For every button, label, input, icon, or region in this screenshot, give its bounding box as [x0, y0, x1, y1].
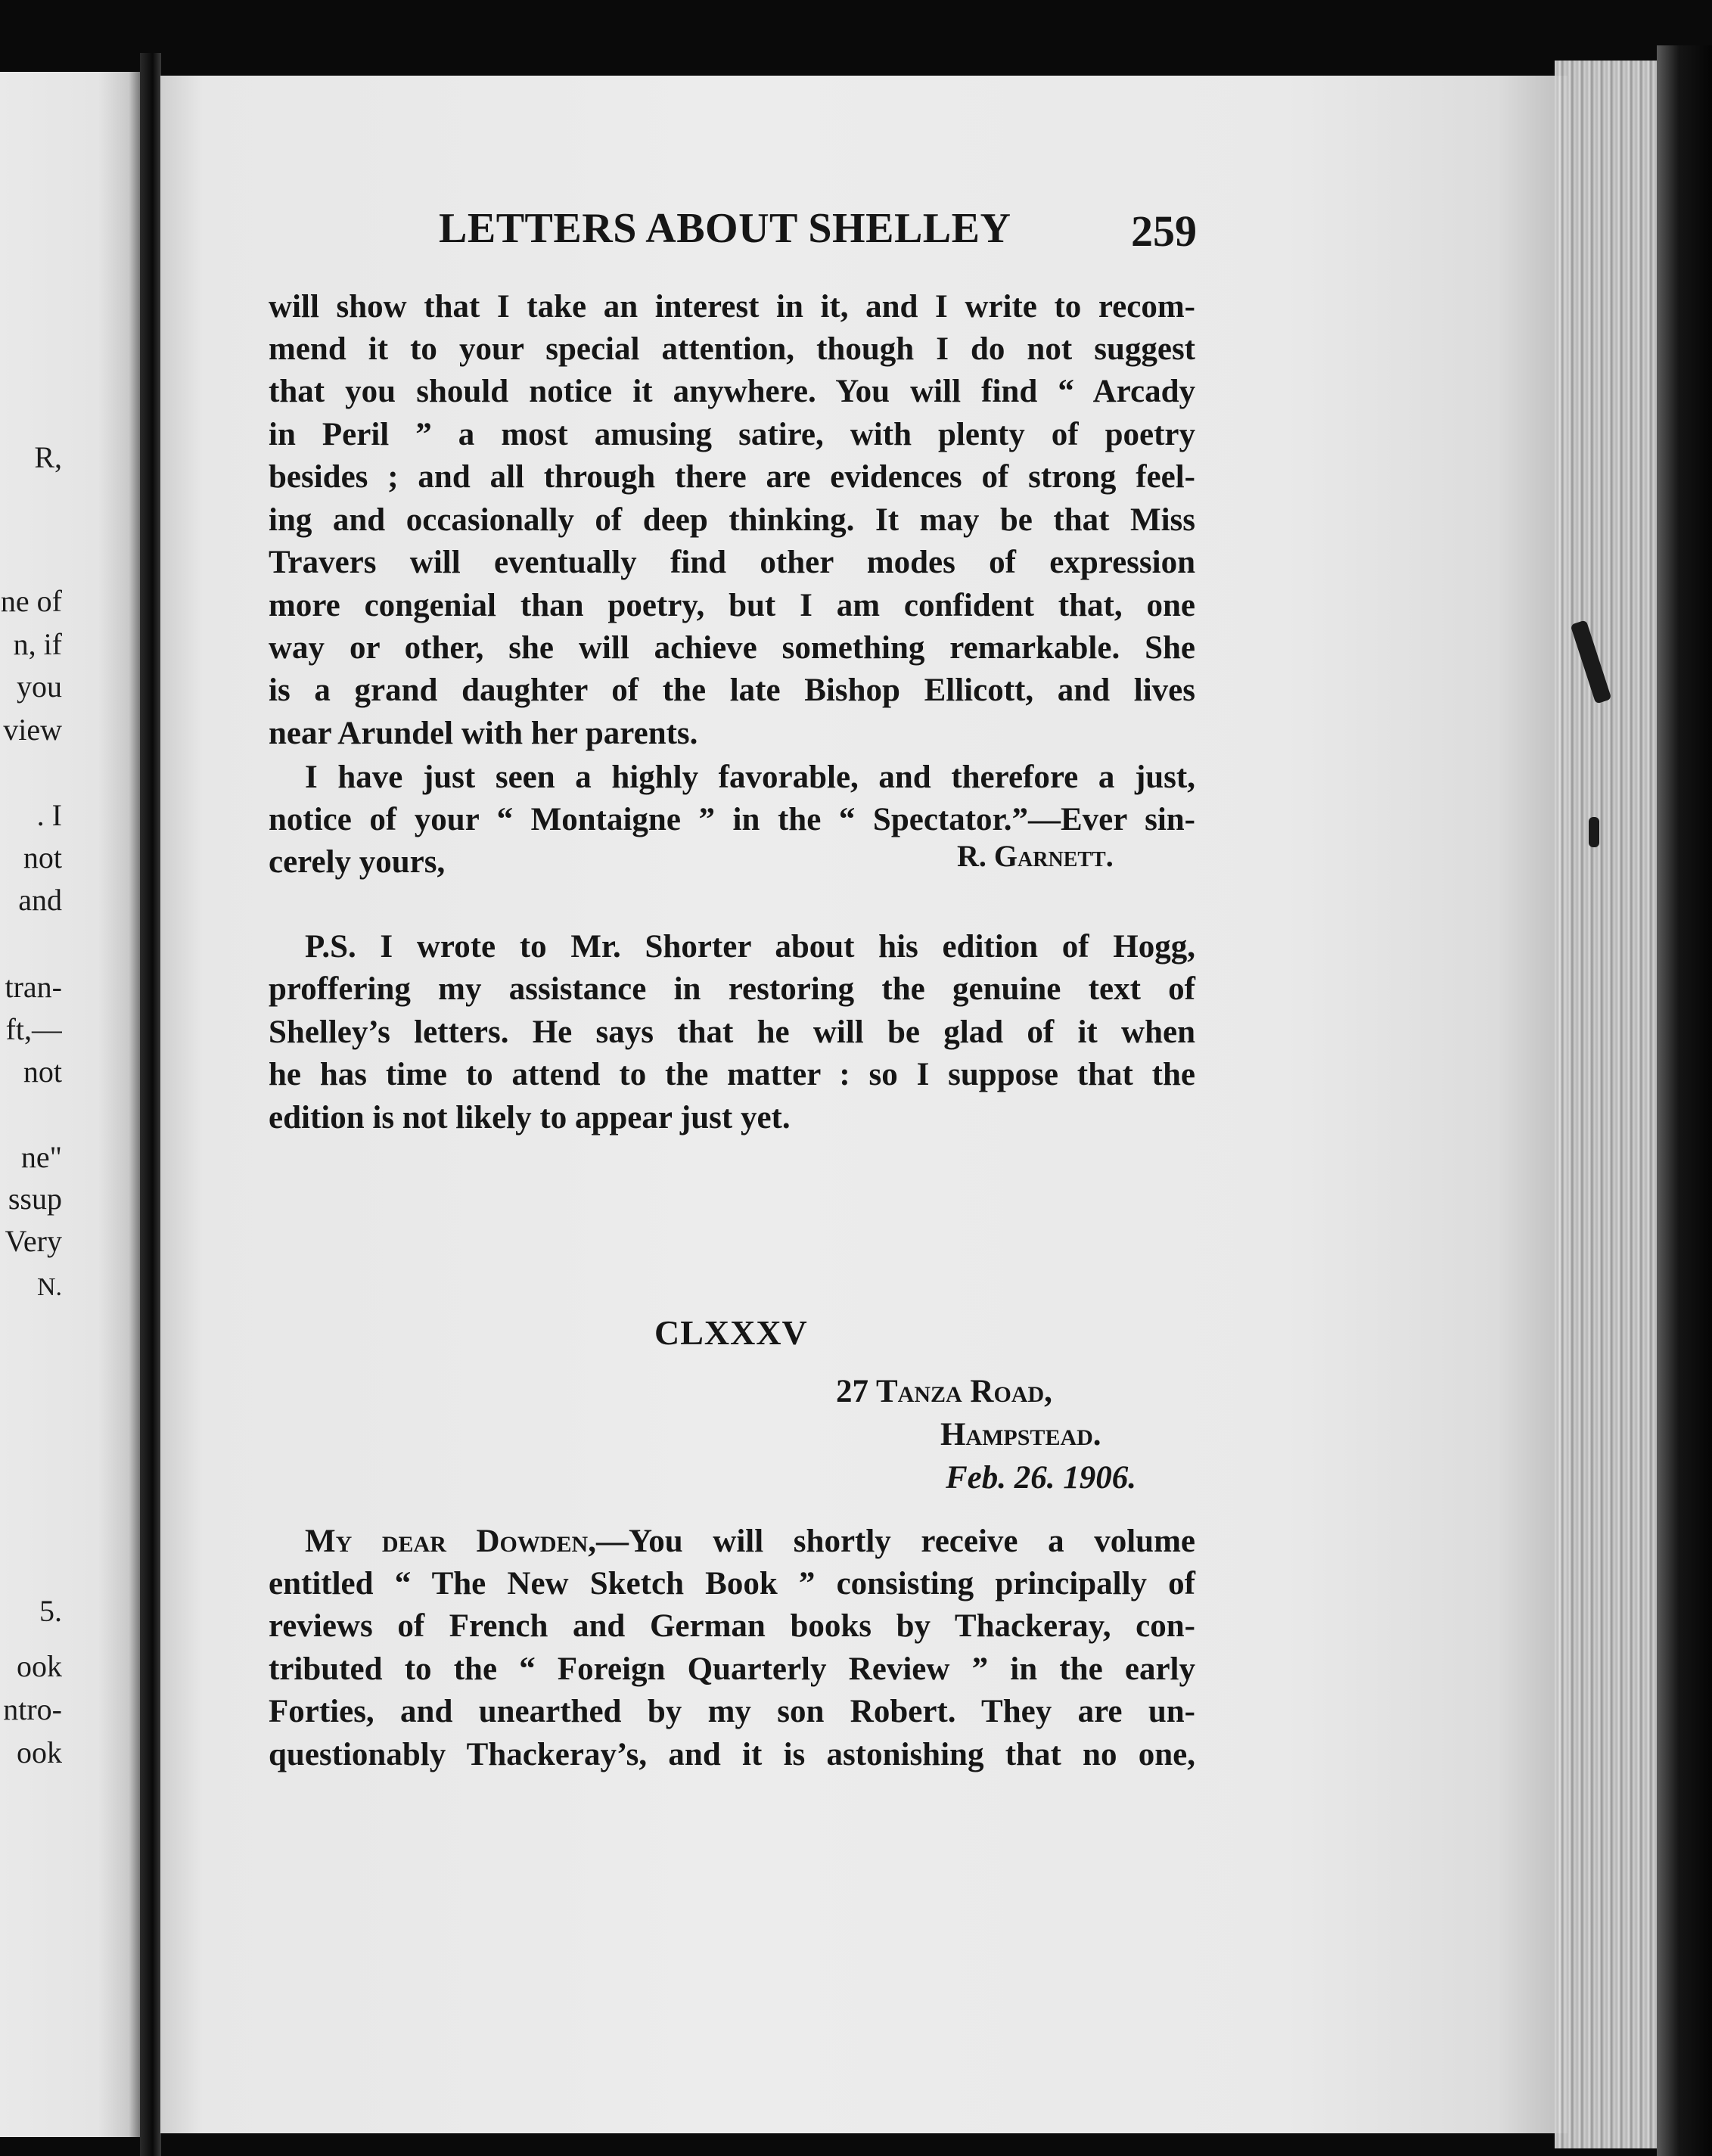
left-fragment: ssup — [8, 1182, 62, 1216]
letter-number: CLXXXV — [654, 1313, 808, 1352]
text-line: P.S. I wrote to Mr. Shorter about his edition of Hogg, — [305, 929, 1195, 965]
text-line: Shelley’s letters. He says that he will be glad of it when — [269, 1014, 1195, 1050]
text-line: edition is not likely to appear just yet. — [269, 1100, 791, 1135]
left-fragment: ne of — [0, 584, 62, 618]
text-line: proffering my assistance in restoring the genuine text of — [269, 971, 1195, 1007]
left-fragment: ook — [17, 1649, 62, 1683]
text-line: entitled “ The New Sketch Book ” consisting principally of — [269, 1566, 1195, 1601]
text-line: I have just seen a highly favorable, and therefore a just, — [305, 760, 1195, 795]
left-page-text — [0, 0, 62, 2156]
left-fragment: n, if — [13, 627, 62, 661]
text-line: Travers will eventually find other modes of expression — [269, 545, 1195, 580]
left-fragment: N. — [36, 1273, 62, 1301]
left-fragment: you — [17, 669, 62, 704]
text-line: Forties, and unearthed by my son Robert. They are un- — [269, 1694, 1195, 1729]
left-fragment: tran- — [5, 970, 62, 1004]
page-number: 259 — [1131, 207, 1197, 256]
salutation-rest: —You will shortly receive a volume — [595, 1524, 1195, 1559]
text-line: in Peril ” a most amusing satire, with plenty of poetry — [269, 417, 1195, 452]
left-fragment: and — [18, 883, 62, 917]
text-line: more congenial than poetry, but I am confident that, one — [269, 588, 1195, 623]
text-line: that you should notice it anywhere. You will find “ Arcady — [269, 374, 1195, 409]
text-line: notice of your “ Montaigne ” in the “ Spectator.”—Ever sin- — [269, 802, 1195, 837]
text-line: questionably Thackeray’s, and it is astonishing that no one, — [269, 1737, 1195, 1772]
text-line: ing and occasionally of deep thinking. It may be that Miss — [269, 502, 1195, 538]
left-fragment: 5. — [39, 1594, 62, 1628]
address-line: 27 Tanza Road, — [836, 1374, 1052, 1409]
text-line: will show that I take an interest in it, and I write to recom- — [269, 289, 1195, 325]
address-line: Hampstead. — [940, 1417, 1101, 1452]
text-line: reviews of French and German books by Thackeray, con- — [269, 1608, 1195, 1644]
left-fragment: ne" — [20, 1140, 62, 1174]
left-fragment: view — [3, 713, 62, 747]
edge-mark — [1589, 817, 1599, 847]
text-line: tributed to the “ Foreign Quarterly Review ” in the early — [269, 1651, 1195, 1687]
book-gutter — [140, 53, 161, 2156]
text-line: mend it to your special attention, though I do not suggest — [269, 331, 1195, 367]
left-fragment: R, — [34, 440, 62, 474]
left-fragment: not — [23, 840, 62, 875]
left-fragment: ntro- — [3, 1692, 62, 1726]
salutation: My dear Dowden, — [305, 1524, 596, 1559]
text-line: cerely yours, — [269, 844, 446, 880]
text-line: besides ; and all through there are evidences of strong feel- — [269, 459, 1195, 495]
signature: R. Garnett. — [957, 839, 1114, 873]
left-fragment: ook — [17, 1735, 62, 1769]
text-line — [269, 1521, 1195, 1563]
edge-shadow — [1657, 45, 1712, 2156]
date-line: Feb. 26. 1906. — [946, 1460, 1137, 1496]
text-line: near Arundel with her parents. — [269, 716, 698, 751]
text-line: way or other, she will achieve something remarkable. She — [269, 630, 1195, 666]
left-fragment: ft,— — [5, 1012, 62, 1046]
left-fragment: Very — [5, 1224, 62, 1258]
text-line: he has time to attend to the matter : so I suppose that the — [269, 1057, 1195, 1092]
page-edges — [1555, 61, 1661, 2148]
left-fragment: not — [23, 1055, 62, 1089]
text-line: is a grand daughter of the late Bishop Ellicott, and lives — [269, 673, 1195, 708]
left-fragment: . I — [36, 798, 62, 832]
running-header: LETTERS ABOUT SHELLEY — [439, 205, 1011, 252]
